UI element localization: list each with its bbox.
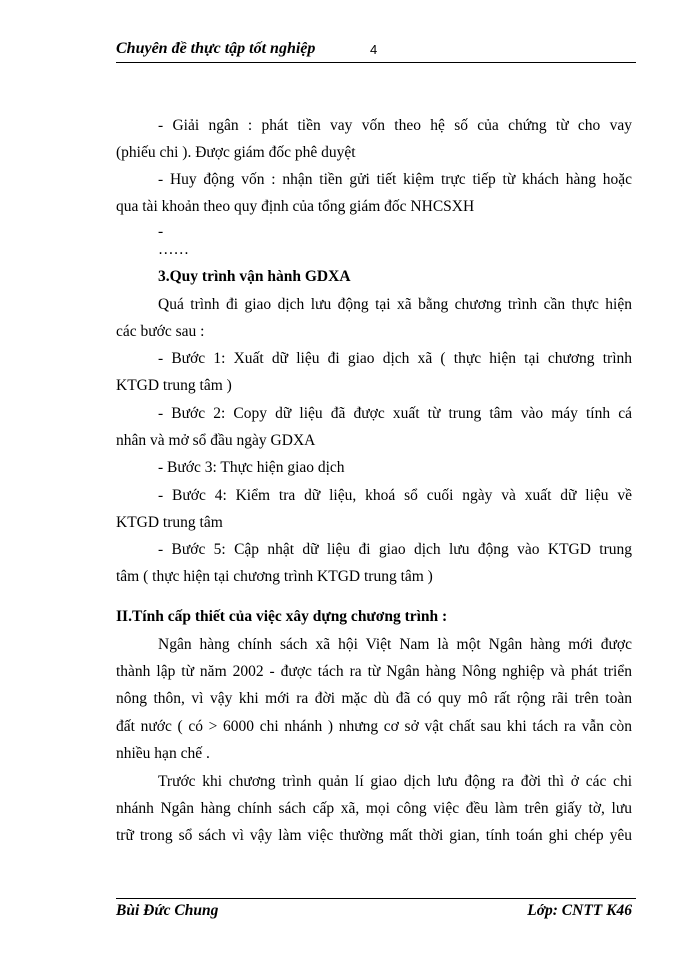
text-line: qua tài khoản theo quy định của tổng giám đốc NHCSXH <box>116 198 475 215</box>
text-line: …… <box>158 241 189 258</box>
text-line: KTGD trung tâm ) <box>116 377 232 394</box>
text-line: trữ trong sổ sách vì vậy làm việc thường mất thời gian, tính toán ghi chép yêu <box>116 827 632 844</box>
footer-class: Lớp: CNTT K46 <box>527 902 632 919</box>
header-title: Chuyên đề thực tập tốt nghiệp <box>116 40 316 57</box>
text-line: - Bước 5: Cập nhật dữ liệu đi giao dịch lưu động vào KTGD trung <box>158 541 632 558</box>
text-line: - Huy động vốn : nhận tiền gửi tiết kiệm trực tiếp từ khách hàng hoặc <box>158 171 632 188</box>
text-line: - Bước 3: Thực hiện giao dịch <box>158 459 345 476</box>
footer-author: Bùi Đức Chung <box>116 902 219 919</box>
page-footer <box>116 898 636 921</box>
section-heading: 3.Quy trình vận hành GDXA <box>158 268 351 285</box>
page-number: 4 <box>370 42 378 57</box>
text-line: Ngân hàng chính sách xã hội Việt Nam là một Ngân hàng mới được <box>158 636 632 653</box>
text-line: các bước sau : <box>116 323 205 340</box>
text-line: (phiếu chi ). Được giám đốc phê duyệt <box>116 144 356 161</box>
text-line: nhiều hạn chế . <box>116 745 210 762</box>
text-line: nông thôn, vì vậy khi mới ra đời mặc dù đã có quy mô rất rộng rãi trên toàn <box>116 690 632 707</box>
text-line: Quá trình đi giao dịch lưu động tại xã bằng chương trình cần thực hiện <box>158 296 632 313</box>
text-line: - Bước 4: Kiểm tra dữ liệu, khoá sổ cuối ngày và xuất dữ liệu về <box>158 487 632 504</box>
text-line: nhánh Ngân hàng chính sách cấp xã, mọi công việc đều làm trên giấy tờ, lưu <box>116 800 632 817</box>
text-line: - Bước 2: Copy dữ liệu đã được xuất từ trung tâm vào máy tính cá <box>158 405 632 422</box>
text-line: - Bước 1: Xuất dữ liệu đi giao dịch xã ( thực hiện tại chương trình <box>158 350 632 367</box>
page-header <box>116 40 636 63</box>
text-line: - Giải ngân : phát tiền vay vốn theo hệ số của chứng từ cho vay <box>158 117 632 134</box>
text-line: - <box>158 223 164 240</box>
text-line: đất nước ( có > 6000 chi nhánh ) nhưng cơ sở vật chất sau khi tách ra vẫn còn <box>116 718 632 735</box>
text-line: thành lập từ năm 2002 - được tách ra từ Ngân hàng Nông nghiệp và phát triển <box>116 663 632 680</box>
text-line: nhân và mở sổ đầu ngày GDXA <box>116 432 316 449</box>
text-line: Trước khi chương trình quản lí giao dịch lưu động ra đời thì ở các chi <box>158 773 632 790</box>
section-heading: II.Tính cấp thiết của việc xây dựng chương trình : <box>116 608 448 625</box>
text-line: tâm ( thực hiện tại chương trình KTGD trung tâm ) <box>116 568 433 585</box>
text-line: KTGD trung tâm <box>116 514 223 531</box>
